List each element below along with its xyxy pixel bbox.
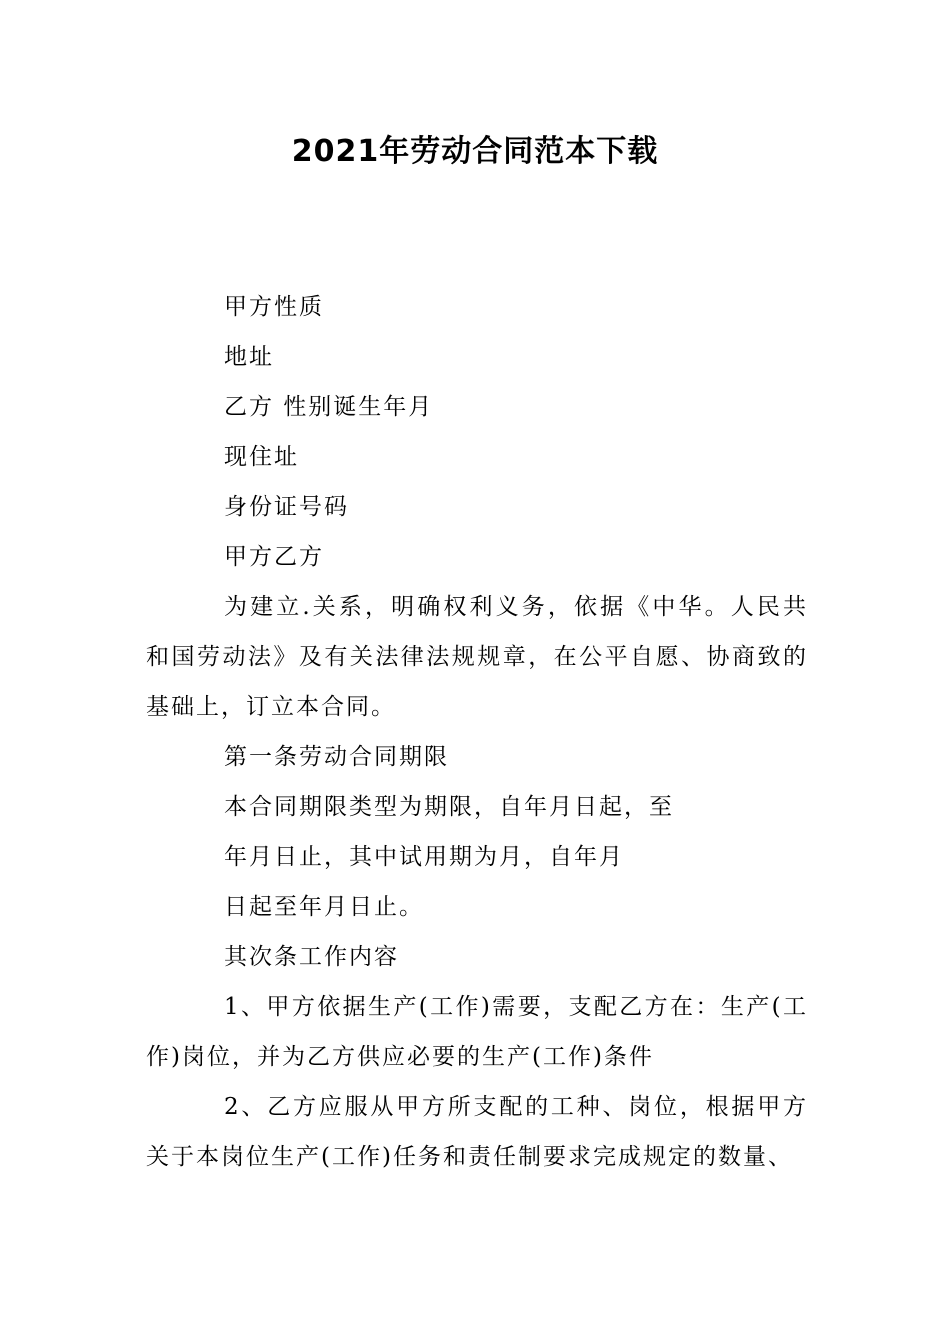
paragraph-preamble: 为建立.关系，明确权利义务，依据《中华。人民共和国劳动法》及有关法律法规规章，在公平自愿、协商致的基础上，订立本合同。 [146,594,808,720]
paragraph-current-address: 现住址 [224,444,299,470]
paragraph-party-b-info: 乙方 性别诞生年月 [224,394,434,420]
document-title: 2021年劳动合同范本下载 [291,134,659,169]
paragraph-article-2-heading: 其次条工作内容 [224,944,399,970]
paragraph-party-a-nature: 甲方性质 [224,294,324,320]
paragraph-id-number: 身份证号码 [224,494,349,520]
paragraph-article-2-item-1: 1、甲方依据生产(工作)需要，支配乙方在：生产(工作)岗位，并为乙方供应必要的生产(工作)条件 [146,994,808,1070]
paragraph-article-1-line-2: 年月日止，其中试用期为月，自年月 [224,844,624,870]
paragraph-article-2-item-2: 2、乙方应服从甲方所支配的工种、岗位，根据甲方关于本岗位生产(工作)任务和责任制要求完成规定的数量、 [146,1094,808,1170]
paragraph-article-1-heading: 第一条劳动合同期限 [224,744,449,770]
paragraph-parties: 甲方乙方 [224,544,324,570]
paragraph-address: 地址 [224,344,274,370]
paragraph-article-1-line-3: 日起至年月日止。 [224,894,424,920]
document-body [146,282,808,1182]
paragraph-article-1-line-1: 本合同期限类型为期限，自年月日起，至 [224,794,674,820]
